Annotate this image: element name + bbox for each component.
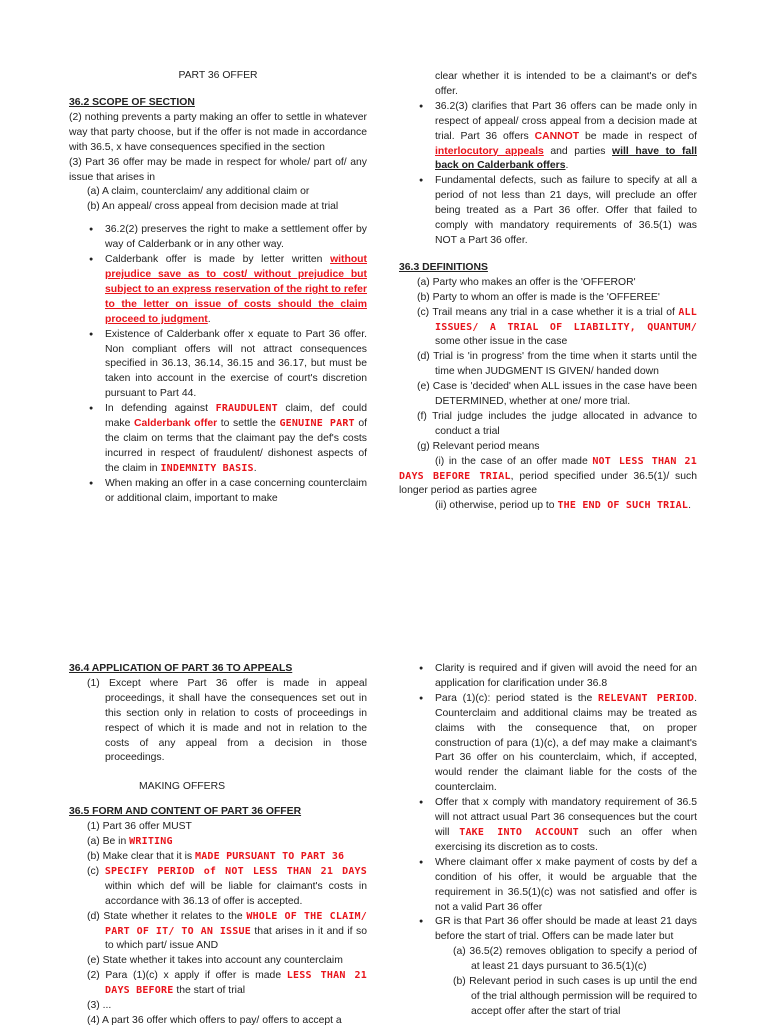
list-item-a: (a) A claim, counterclaim/ any additional claim or xyxy=(87,186,310,198)
continued-text: clear whether it is intended to be a claimant's or def's offer. xyxy=(435,71,697,97)
page-2 xyxy=(0,620,768,1024)
without-prejudice-text: without prejudice save as to cost/ without prejudice but subject to an express reservation of the right to refer to the letter on issue of costs should the claim proceed to judgment xyxy=(105,254,367,325)
form-item-4: (4) A part 36 offer which offers to pay/ offers to accept a xyxy=(87,1014,342,1026)
appeals-item-1: (1) Except where Part 36 offer is made in appeal proceedings, it shall have the consequences set out in this section only in relation to costs of proceedings in respect of which it is made and not in relation to the costs of any appeal from a decision in those proceedings. xyxy=(87,677,367,764)
section-heading-36-4: 36.4 APPLICATION OF PART 36 TO APPEALS xyxy=(69,663,293,674)
making-offers-subheading: MAKING OFFERS xyxy=(139,781,226,793)
page1-right-column xyxy=(399,70,697,514)
bullet-counterclaim: ● When making an offer in a case concerning counterclaim or additional claim, important to make xyxy=(69,477,367,507)
section-heading-36-3: 36.3 DEFINITIONS xyxy=(399,261,488,273)
bullet-general-rule: ● GR is that Part 36 offer should be made at least 21 days before the start of trial. Offers can be made later but xyxy=(399,915,697,945)
definition-d: (d) Trial is 'in progress' from the time when it starts until the time when JUDGMENT IS GIVEN/ handed down xyxy=(417,351,697,378)
form-item-1: (1) Part 36 offer MUST xyxy=(87,821,192,833)
bullet-clarity: ● Clarity is required and if given will avoid the need for an application for clarification under 36.8 xyxy=(399,662,697,692)
bullet-claimant-offer: ● Where claimant offer x make payment of costs by def a condition of his offer, it would be arguable that the requirement in 36.5(1)(c) was not satisfied and offer is not a valid Part 36 offer xyxy=(399,856,697,916)
page1-left-column xyxy=(69,96,367,506)
section-heading-36-5: 36.5 FORM AND CONTENT OF PART 36 OFFER xyxy=(69,806,302,818)
list-item-b: (b) An appeal/ cross appeal from decision made at trial xyxy=(87,201,339,213)
definition-g-ii: (ii) otherwise, period up to THE END OF SUCH TRIAL. xyxy=(435,500,691,512)
general-rule-item-a: (a) 36.5(2) removes obligation to specify a period of at least 21 days pursuant to 36.5(1)(c) xyxy=(453,946,697,973)
page2-right-column xyxy=(399,658,697,1020)
definition-g-i: (i) in the case of an offer made NOT LESS THAN 21 DAYS BEFORE TRIAL, period specified under 36.5(1)/ such longer period as parties agree xyxy=(399,455,697,497)
bullet-relevant-period: ● Para (1)(c): period stated is the RELEVANT PERIOD. Counterclaim and additional claims may be treated as claims with the consequence that, on proper construction of para (1)(c), a def may make a claimant's Part 36 offer on his counterclaim, which, if accepted, would render the claimant liable for the costs of the counterclaim. xyxy=(399,692,697,796)
form-item-2: (2) Para (1)(c) x apply if offer is made LESS THAN 21 DAYS BEFORE the start of trial xyxy=(87,970,367,997)
form-item-3: (3) ... xyxy=(87,1000,112,1012)
bullet-fraudulent: ● In defending against FRAUDULENT claim, def could make Calderbank offer to settle the GENUINE PART of the claim on terms that the claimant pay the def's costs incurred in respect of fraudulent/ dishonest aspects of the claim in INDEMNITY BASIS. xyxy=(69,402,367,477)
definition-g: (g) Relevant period means xyxy=(417,440,540,452)
bullet-calderbank-right: ● 36.2(2) preserves the right to make a settlement offer by way of Calderbank or in any other way. xyxy=(69,223,367,253)
page2-left-column xyxy=(69,658,367,1029)
definition-e: (e) Case is 'decided' when ALL issues in the case have been DETERMINED, whether at one/ more trial. xyxy=(417,381,697,408)
form-item-b: (b) Make clear that it is MADE PURSUANT TO PART 36 xyxy=(87,850,345,862)
bullet-non-compliant-offer: ● Offer that x comply with mandatory requirement of 36.5 will not attract usual Part 36 consequences but the court will TAKE INTO ACCOUNT such an offer when exercising its discretion as to costs. xyxy=(399,796,697,856)
section-heading-36-2: 36.2 SCOPE OF SECTION xyxy=(69,97,195,108)
definition-b: (b) Party to whom an offer is made is the 'OFFEREE' xyxy=(417,291,660,303)
paragraph-2: (2) nothing prevents a party making an offer to settle in whatever way that party choose, but if the offer is not made in accordance with 36.5, x have consequences specified in the section xyxy=(69,111,367,153)
form-item-c: (c) SPECIFY PERIOD of NOT LESS THAN 21 DAYS within which def will be liable for claimant's costs in accordance with 36.13 of offer is accepted. xyxy=(87,865,367,907)
document-title: PART 36 OFFER xyxy=(178,70,258,81)
bullet-fundamental-defects: ● Fundamental defects, such as failure to specify at all a period of not less than 21 days, will preclude an offer being treated as a Part 36 offer. Offer that failed to comply with mandatory requirements of 36.5(1) was NOT a Part 36 offer. xyxy=(399,174,697,249)
bullet-calderbank-letter: ● Calderbank offer is made by letter written without prejudice save as to cost/ without prejudice but subject to an express reservation of the right to refer to the letter on issue of costs should the claim proceed to judgment. xyxy=(69,253,367,328)
definition-c: (c) Trail means any trial in a case whether it is a trial of ALL ISSUES/ A TRIAL OF LIABILITY, QUANTUM/ some other issue in the case xyxy=(417,306,697,348)
bullet-non-compliant: ● Existence of Calderbank offer x equate to Part 36 offer. Non compliant offers will not attract consequences specified in 36.13, 36.14, 36.15 and 36.17, but must be taken into account in the exercise of court's discretion pursuant to Part 44. xyxy=(69,328,367,403)
bullet-36-2-3: ● 36.2(3) clarifies that Part 36 offers can be made only in respect of appeal/ cross appeal from a decision made at trial. Part 36 offers CANNOT be made in respect of interlocutory appeals and parties will have to fall back on Calderbank offers. xyxy=(399,100,697,175)
definition-f: (f) Trial judge includes the judge allocated in advance to conduct a trial xyxy=(417,410,697,437)
definition-a: (a) Party who makes an offer is the 'OFFEROR' xyxy=(417,276,636,288)
form-item-a: (a) Be in WRITING xyxy=(87,836,173,848)
form-item-e: (e) State whether it takes into account any counterclaim xyxy=(87,955,343,967)
paragraph-3: (3) Part 36 offer may be made in respect for whole/ part of/ any issue that arises in xyxy=(69,156,367,183)
form-item-d: (d) State whether it relates to the WHOLE OF THE CLAIM/ PART OF IT/ TO AN ISSUE that arises in it and if so to which part/ issue AND xyxy=(87,910,367,952)
general-rule-item-b: (b) Relevant period in such cases is up until the end of the trial although permission will be required to accept offer after the start of trial xyxy=(453,976,697,1017)
